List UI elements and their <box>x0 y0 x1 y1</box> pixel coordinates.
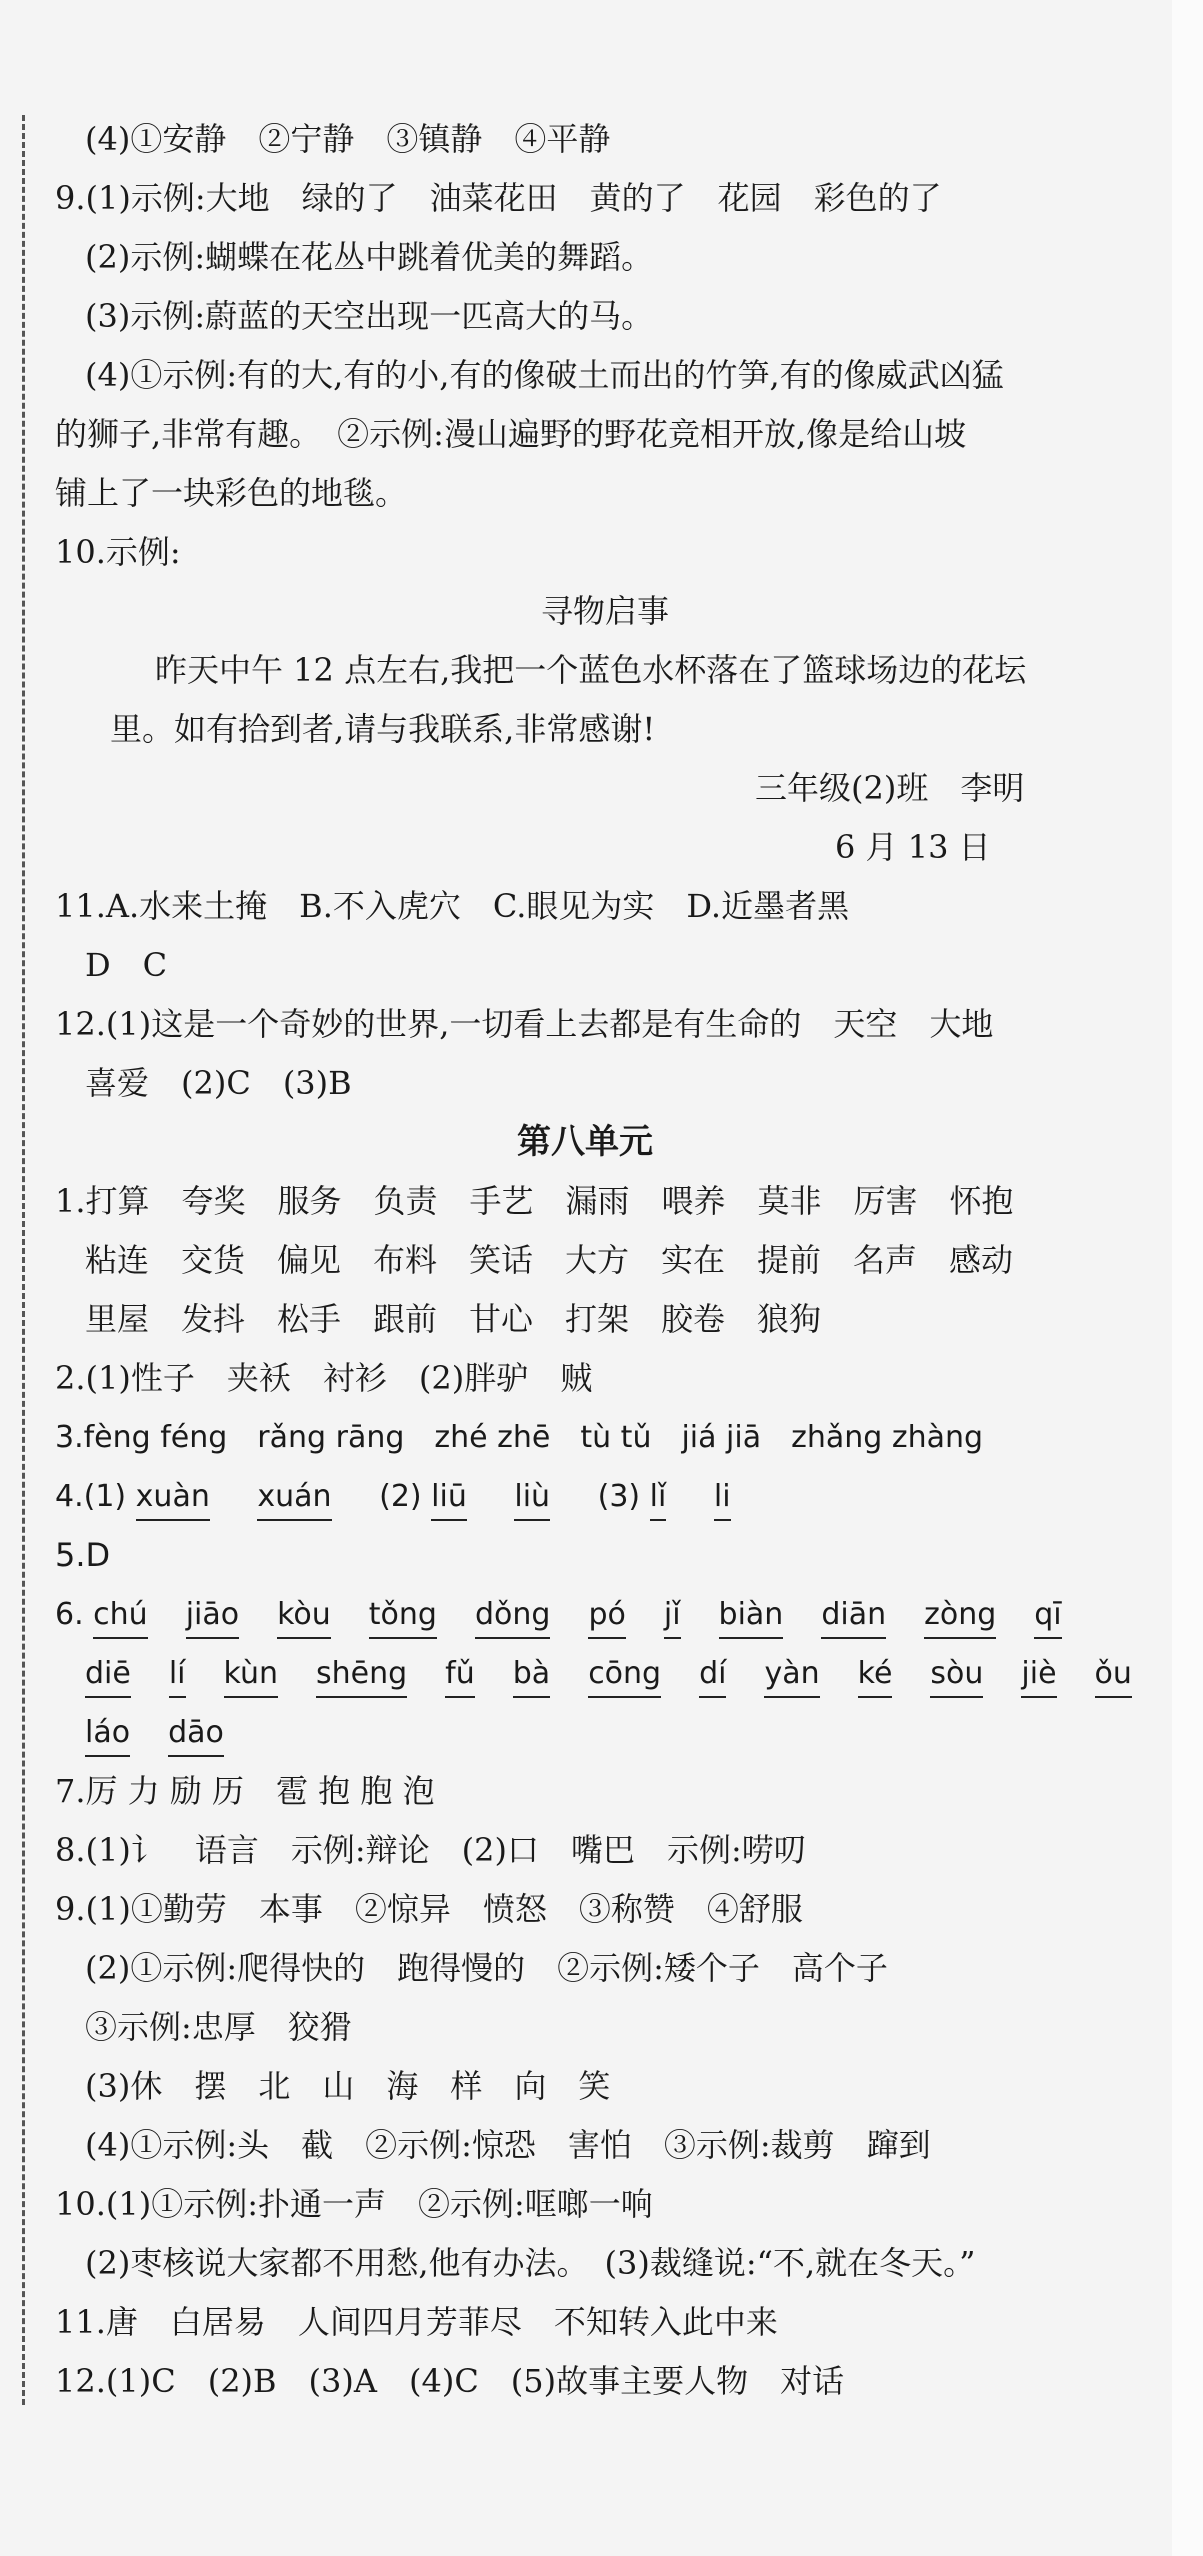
pinyin-answer: diān <box>821 1595 886 1639</box>
pinyin-answer: biàn <box>719 1595 784 1639</box>
text-line: 的狮子,非常有趣。 ②示例:漫山遍野的野花竞相开放,像是给山坡 <box>55 415 967 453</box>
text-line: 7.厉 力 励 历 雹 抱 胞 泡 <box>55 1772 435 1810</box>
pinyin-answer: dǒng <box>475 1595 550 1639</box>
pinyin-answer: liù <box>514 1477 550 1521</box>
text-line: (4)①安静 ②宁静 ③镇静 ④平静 <box>85 120 611 158</box>
pinyin-answer: lí <box>169 1654 186 1698</box>
page-edge <box>1172 0 1203 2556</box>
text-line: 8.(1)讠 语言 示例:辩论 (2)口 嘴巴 示例:唠叨 <box>55 1831 806 1869</box>
pinyin-answer: bà <box>513 1654 550 1698</box>
pinyin-answer: li <box>714 1477 731 1521</box>
text-line: 10.(1)①示例:扑通一声 ②示例:哐啷一响 <box>55 2185 653 2223</box>
pinyin-answer: fǔ <box>445 1654 475 1698</box>
pinyin-underline-line <box>55 1585 1155 1644</box>
pinyin-answer: xuàn <box>136 1477 210 1521</box>
binding-dashed-line <box>22 115 25 2405</box>
text-line: 11.唐 白居易 人间四月芳菲尽 不知转入此中来 <box>55 2303 778 2341</box>
text-line: ③示例:忠厚 狡猾 <box>85 2008 352 2046</box>
pinyin-answer: kòu <box>277 1595 331 1639</box>
text-line: 10.示例: <box>55 533 181 571</box>
pinyin-answer: jǐ <box>664 1595 681 1639</box>
section-heading: 第八单元 <box>517 1122 653 1162</box>
text-line: 12.(1)这是一个奇妙的世界,一切看上去都是有生命的 天空 大地 <box>55 1005 994 1043</box>
pinyin-answer: ké <box>858 1654 893 1698</box>
pinyin-answer: jiāo <box>186 1595 239 1639</box>
text-line: 9.(1)示例:大地 绿的了 油菜花田 黄的了 花园 彩色的了 <box>55 179 942 217</box>
notice-signature: 三年级(2)班 李明 <box>755 769 1025 807</box>
text-line: (3)示例:蔚蓝的天空出现一匹高大的马。 <box>85 297 654 335</box>
pinyin-underline-line <box>55 1644 1155 1703</box>
text-line: 9.(1)①勤劳 本事 ②惊异 愤怒 ③称赞 ④舒服 <box>55 1890 803 1928</box>
pinyin-answer: pó <box>588 1595 625 1639</box>
pinyin-answer: lǐ <box>650 1477 667 1521</box>
pinyin-answer: liū <box>431 1477 467 1521</box>
text-line: (4)①示例:有的大,有的小,有的像破土而出的竹笋,有的像威武凶猛 <box>85 356 1004 394</box>
pinyin-answer: chú <box>93 1595 148 1639</box>
pinyin-answer: zòng <box>924 1595 996 1639</box>
pinyin-answer: jiè <box>1021 1654 1056 1698</box>
question-prefix: 6. <box>55 1597 84 1632</box>
text-line: (4)①示例:头 截 ②示例:惊恐 害怕 ③示例:裁剪 蹿到 <box>85 2126 931 2164</box>
pinyin-underline-line <box>55 1703 1155 1762</box>
sub-question-label: (3) <box>597 1479 641 1514</box>
pinyin-answer: láo <box>85 1713 130 1757</box>
answer-content <box>55 110 1155 2411</box>
pinyin-answer: cōng <box>588 1654 661 1698</box>
notice-body: 昨天中午 12 点左右,我把一个蓝色水杯落在了篮球场边的花坛 <box>155 651 1027 689</box>
pinyin-answer: tǒng <box>369 1595 437 1639</box>
text-line: (2)①示例:爬得快的 跑得慢的 ②示例:矮个子 高个子 <box>85 1949 888 1987</box>
text-line: 2.(1)性子 夹袄 衬衫 (2)胖驴 贼 <box>55 1359 593 1397</box>
text-line: 1.打算 夸奖 服务 负责 手艺 漏雨 喂养 莫非 厉害 怀抱 <box>55 1182 1014 1220</box>
pinyin-answer: dí <box>699 1654 726 1698</box>
pinyin-underline-line <box>55 1467 1155 1526</box>
text-line: (2)示例:蝴蝶在花丛中跳着优美的舞蹈。 <box>85 238 654 276</box>
text-line: 5.D <box>55 1536 111 1574</box>
notice-title: 寻物启事 <box>540 592 669 630</box>
text-line: 12.(1)C (2)B (3)A (4)C (5)故事主要人物 对话 <box>55 2362 845 2400</box>
text-line: D C <box>85 946 168 984</box>
pinyin-answer: yàn <box>764 1654 819 1698</box>
sub-question-label: (2) <box>379 1479 422 1514</box>
pinyin-line: 3.fèng féng rǎng rāng zhé zhē tù tǔ jiá jiā zhǎng zhàng <box>55 1420 984 1455</box>
pinyin-answer: shēng <box>316 1654 407 1698</box>
pinyin-answer: xuán <box>257 1477 331 1521</box>
text-line: 11.A.水来土掩 B.不入虎穴 C.眼见为实 D.近墨者黑 <box>55 887 850 925</box>
pinyin-answer: qī <box>1034 1595 1061 1639</box>
pinyin-answer: diē <box>85 1654 131 1698</box>
pinyin-answer: ǒu <box>1095 1654 1132 1698</box>
question-prefix: 4.(1) <box>55 1479 127 1514</box>
pinyin-answer: dāo <box>168 1713 224 1757</box>
text-line: 里屋 发抖 松手 跟前 甘心 打架 胶卷 狼狗 <box>85 1300 822 1338</box>
text-line: 喜爱 (2)C (3)B <box>85 1064 352 1102</box>
text-line: (2)枣核说大家都不用愁,他有办法。 (3)裁缝说:“不,就在冬天。” <box>85 2244 976 2282</box>
text-line: (3)休 摆 北 山 海 样 向 笑 <box>85 2067 611 2105</box>
notice-body: 里。如有拾到者,请与我联系,非常感谢! <box>110 710 656 748</box>
text-line: 粘连 交货 偏见 布料 笑话 大方 实在 提前 名声 感动 <box>85 1241 1014 1279</box>
text-line: 铺上了一块彩色的地毯。 <box>55 474 408 512</box>
pinyin-answer: kùn <box>224 1654 278 1698</box>
pinyin-answer: sòu <box>930 1654 983 1698</box>
notice-date: 6 月 13 日 <box>835 828 991 866</box>
